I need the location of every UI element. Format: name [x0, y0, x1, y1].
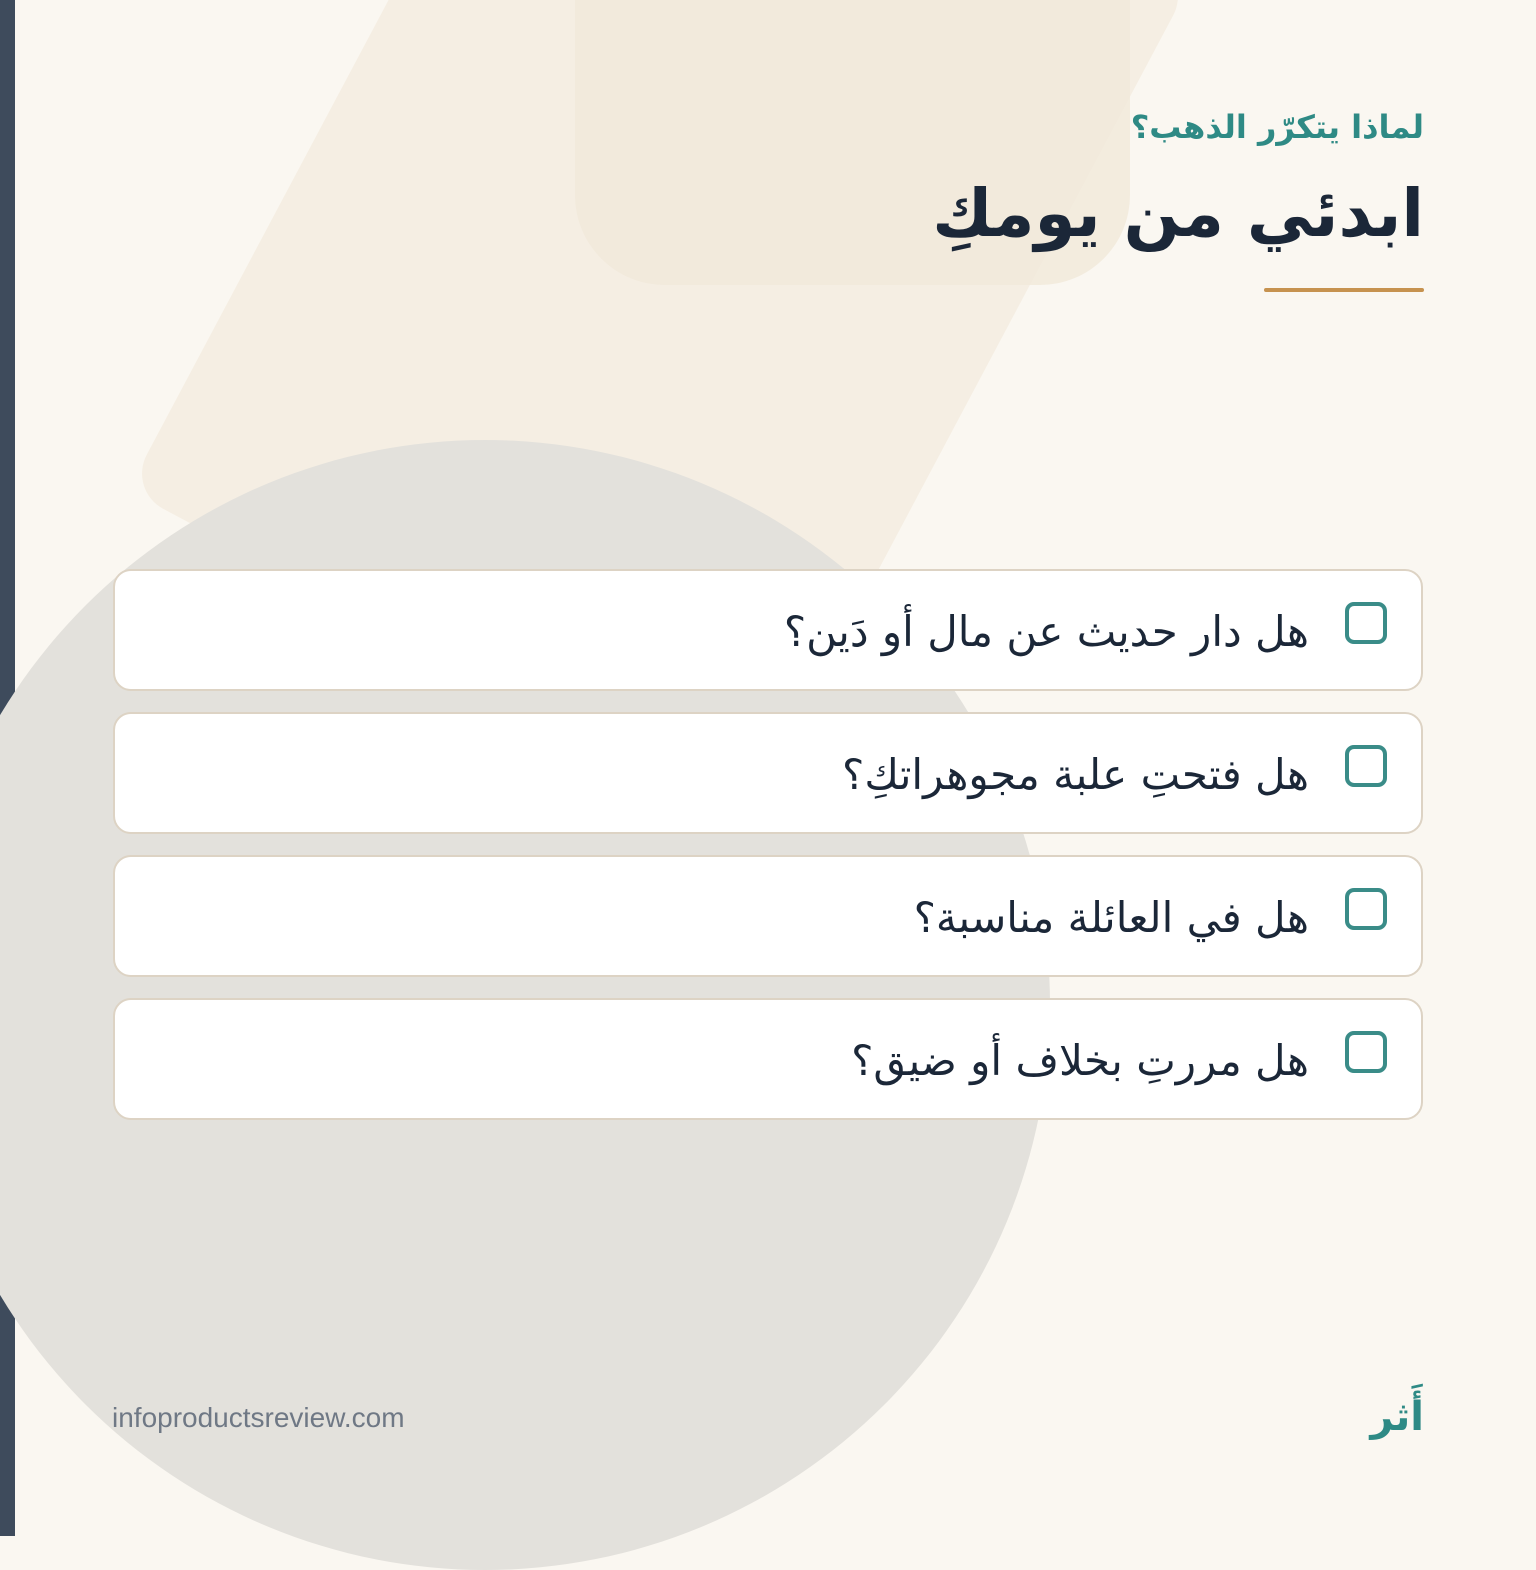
question-text: هل مررتِ بخلاف أو ضيق؟ — [851, 1036, 1309, 1085]
question-card[interactable] — [113, 712, 1423, 834]
question-text: هل في العائلة مناسبة؟ — [913, 893, 1309, 942]
question-card[interactable] — [113, 855, 1423, 977]
footer-url[interactable]: infoproductsreview.com — [112, 1402, 405, 1433]
question-checkbox[interactable] — [1345, 888, 1387, 930]
question-text: هل فتحتِ علبة مجوهراتكِ؟ — [842, 750, 1309, 799]
title-underline — [1264, 288, 1424, 292]
question-checkbox[interactable] — [1345, 602, 1387, 644]
question-text: هل دار حديث عن مال أو دَين؟ — [783, 607, 1309, 656]
question-card[interactable] — [113, 569, 1423, 691]
question-checkbox[interactable] — [1345, 745, 1387, 787]
question-list — [113, 569, 1423, 1141]
question-card[interactable] — [113, 998, 1423, 1120]
brand-logo: أَثر — [1370, 1394, 1424, 1440]
question-checkbox[interactable] — [1345, 1031, 1387, 1073]
eyebrow-text: لماذا يتكرّر الذهب؟ — [1130, 108, 1424, 146]
page-title: ابدئي من يومكِ — [932, 175, 1424, 252]
